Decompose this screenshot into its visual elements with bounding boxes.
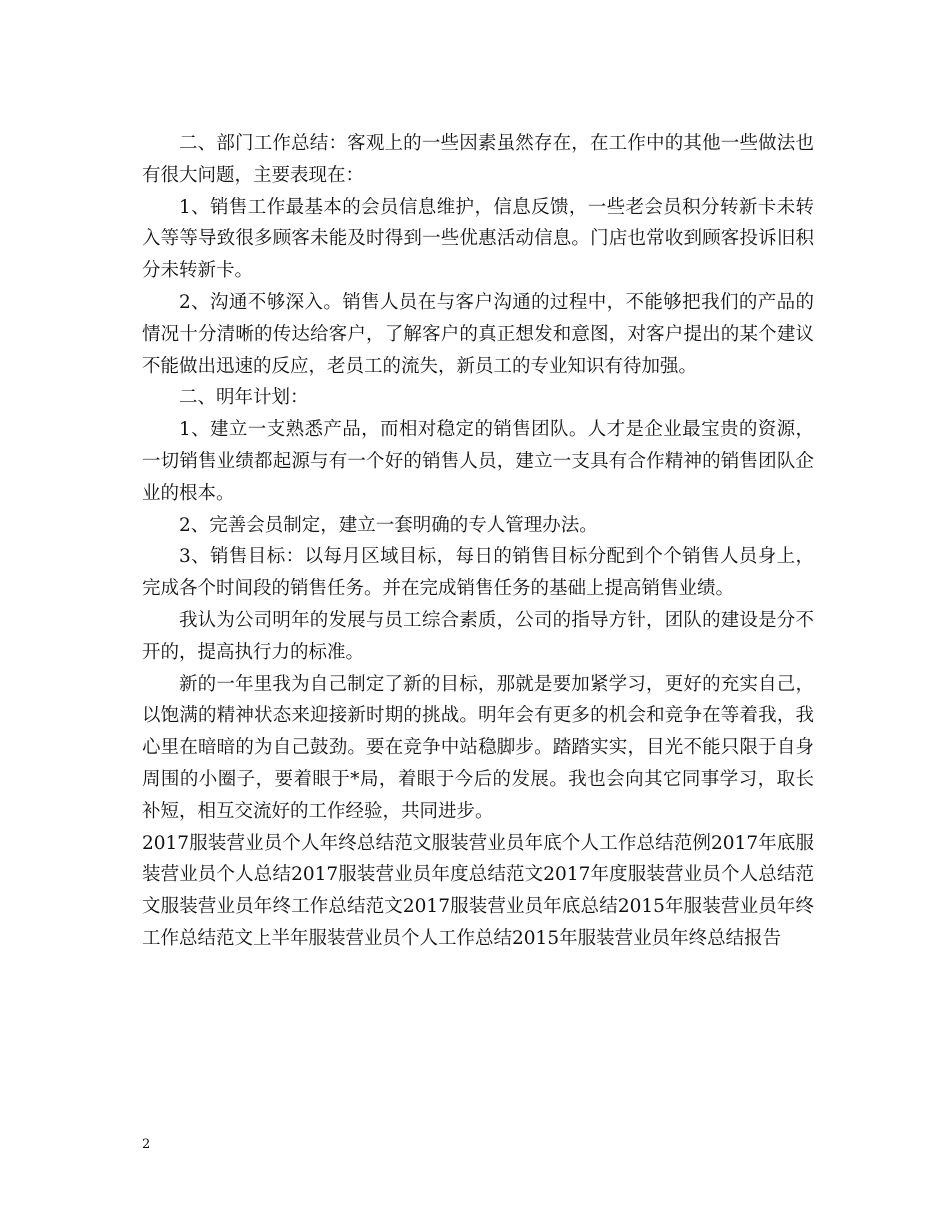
paragraph-member-info: 1、销售工作最基本的会员信息维护，信息反馈，一些老会员积分转新卡未转入等等导致很多顾客未能及时得到一些优惠活动信息。门店也常收到顾客投诉旧积分未转新卡。: [142, 196, 814, 282]
paragraph-new-year-goals: 新的一年里我为自己制定了新的目标，那就是要加紧学习，更好的充实自己，以饱满的精神状态来迎接新时期的挑战。明年会有更多的机会和竞争在等着我，我心里在暗暗的为自己鼓劲。要在竞争中站稳脚步。踏踏实实，目光不能只限于自身周围的小圈子，要着眼于*局，着眼于今后的发展。我也会向其它同事学习，取长补短，相互交流好的工作经验，共同进步。: [142, 673, 814, 822]
page-number: 2: [142, 1137, 151, 1152]
paragraph-membership-system: 2、完善会员制定，建立一套明确的专人管理办法。: [179, 514, 598, 536]
paragraph-communication: 2、沟通不够深入。销售人员在与客户沟通的过程中，不能够把我们的产品的情况十分清晰的传达给客户，了解客户的真正想发和意图，对客户提出的某个建议不能做出迅速的反应，老员工的流失，新员工的专业知识有待加强。: [142, 291, 814, 377]
paragraph-plan-heading: 二、明年计划：: [179, 387, 309, 409]
document-body: [142, 128, 814, 955]
paragraph-sales-target: 3、销售目标：以每月区域目标，每日的销售目标分配到个个销售人员身上，完成各个时间段的销售任务。并在完成销售任务的基础上提高销售业绩。: [142, 546, 814, 600]
paragraph-company-development: 我认为公司明年的发展与员工综合素质，公司的指导方针，团队的建设是分不开的，提高执行力的标准。: [142, 609, 814, 663]
paragraph-sales-team: 1、建立一支熟悉产品，而相对稳定的销售团队。人才是企业最宝贵的资源，一切销售业绩都起源与有一个好的销售人员，建立一支具有合作精神的销售团队企业的根本。: [142, 419, 814, 504]
paragraph-dept-summary: 二、部门工作总结：客观上的一些因素虽然存在，在工作中的其他一些做法也有很大问题，主要表现在：: [142, 133, 814, 186]
paragraph-related-titles: 2017服装营业员个人年终总结范文服装营业员年底个人工作总结范例2017年底服装营业员个人总结2017服装营业员年度总结范文2017年度服装营业员个人总结范文服装营业员年终工作总结范文2017服装营业员年底总结2015年服装营业员年终工作总结范文上半年服装营业员个人工作总结2015年服装营业员年终总结报告: [142, 832, 814, 949]
